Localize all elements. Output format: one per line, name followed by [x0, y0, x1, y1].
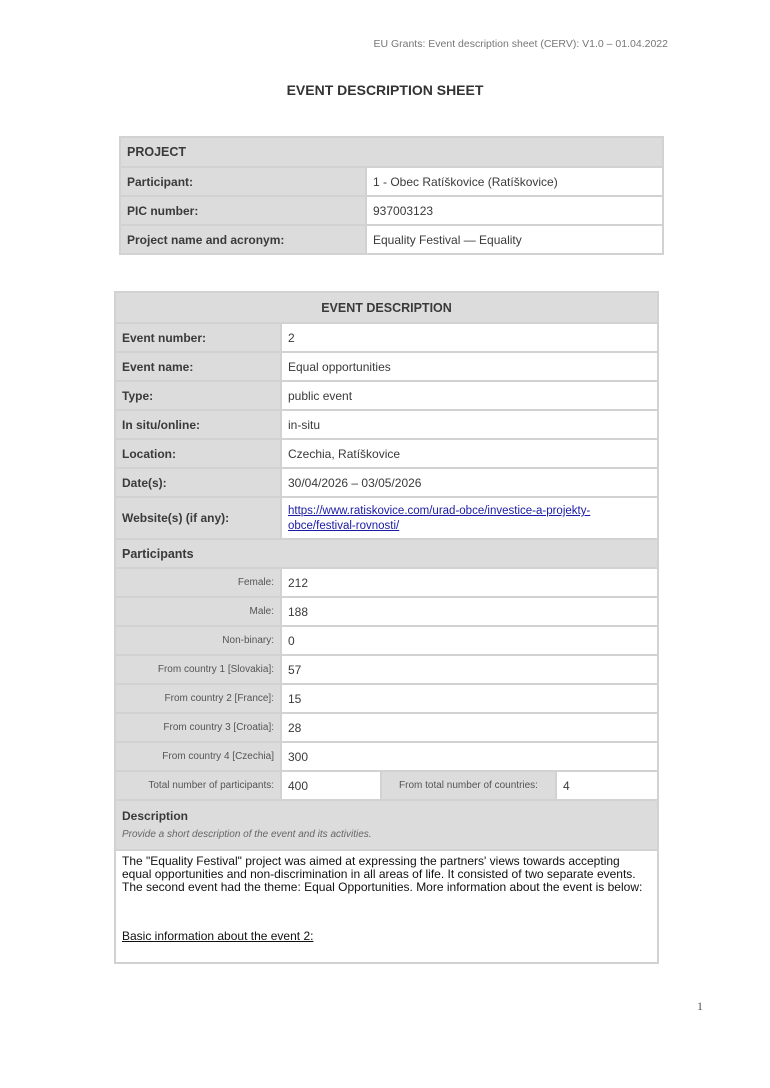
project-name-value: Equality Festival — Equality [366, 225, 663, 254]
table-row [120, 225, 663, 254]
country-4-label: From country 4 [Czechia] [115, 742, 281, 771]
description-header-row [115, 800, 658, 850]
table-row [120, 196, 663, 225]
non-binary-value: 0 [281, 626, 658, 655]
participants-heading: Participants [115, 539, 658, 568]
type-label: Type: [115, 381, 281, 410]
in-situ-online-value: in-situ [281, 410, 658, 439]
pic-number-value: 937003123 [366, 196, 663, 225]
event-description-heading: EVENT DESCRIPTION [115, 292, 658, 323]
type-value: public event [281, 381, 658, 410]
female-label: Female: [115, 568, 281, 597]
in-situ-online-label: In situ/online: [115, 410, 281, 439]
table-row [115, 568, 658, 597]
table-row [115, 352, 658, 381]
table-row [115, 381, 658, 410]
table-row [115, 323, 658, 352]
participants-header-row [115, 539, 658, 568]
country-1-label: From country 1 [Slovakia]: [115, 655, 281, 684]
project-table [119, 136, 664, 255]
table-row [115, 655, 658, 684]
country-2-value: 15 [281, 684, 658, 713]
location-value: Czechia, Ratíškovice [281, 439, 658, 468]
event-name-label: Event name: [115, 352, 281, 381]
country-3-label: From country 3 [Croatia]: [115, 713, 281, 742]
dates-value: 30/04/2026 – 03/05/2026 [281, 468, 658, 497]
country-4-value: 300 [281, 742, 658, 771]
country-1-value: 57 [281, 655, 658, 684]
dates-label: Date(s): [115, 468, 281, 497]
totals-row [115, 771, 658, 800]
total-countries-label: From total number of countries: [381, 771, 556, 800]
table-row [115, 468, 658, 497]
description-heading: Description [122, 809, 189, 823]
event-description-table [114, 291, 659, 964]
location-label: Location: [115, 439, 281, 468]
description-body [115, 850, 658, 963]
table-row [115, 626, 658, 655]
female-value: 212 [281, 568, 658, 597]
table-row [115, 410, 658, 439]
table-row [115, 597, 658, 626]
description-body-row [115, 850, 658, 963]
pic-number-label: PIC number: [120, 196, 366, 225]
website-cell [281, 497, 658, 539]
participant-label: Participant: [120, 167, 366, 196]
table-row [115, 439, 658, 468]
website-label: Website(s) (if any): [115, 497, 281, 539]
project-header-row [120, 137, 663, 167]
description-header [115, 800, 658, 850]
document-header-note: EU Grants: Event description sheet (CERV): V1.0 – 01.04.2022 [373, 38, 668, 50]
male-value: 188 [281, 597, 658, 626]
participant-value: 1 - Obec Ratíškovice (Ratíškovice) [366, 167, 663, 196]
table-row [115, 497, 658, 539]
event-name-value: Equal opportunities [281, 352, 658, 381]
table-row [115, 684, 658, 713]
table-row [115, 742, 658, 771]
description-hint: Provide a short description of the event and its activities. [122, 829, 372, 840]
event-number-label: Event number: [115, 323, 281, 352]
total-participants-label: Total number of participants: [115, 771, 281, 800]
document-title: EVENT DESCRIPTION SHEET [286, 82, 484, 98]
basic-info-heading: Basic information about the event 2: [122, 929, 314, 943]
page-number: 1 [697, 999, 703, 1013]
project-name-label: Project name and acronym: [120, 225, 366, 254]
website-link[interactable]: https://www.ratiskovice.com/urad-obce/investice-a-projekty-obce/festival-rovnosti/ [288, 505, 591, 532]
country-2-label: From country 2 [France]: [115, 684, 281, 713]
event-header-row [115, 292, 658, 323]
total-participants-value: 400 [281, 771, 381, 800]
non-binary-label: Non-binary: [115, 626, 281, 655]
male-label: Male: [115, 597, 281, 626]
country-3-value: 28 [281, 713, 658, 742]
table-row [115, 713, 658, 742]
event-number-value: 2 [281, 323, 658, 352]
project-heading: PROJECT [120, 137, 663, 167]
table-row [120, 167, 663, 196]
description-text: The "Equality Festival" project was aimed at expressing the partners' views towards accepting equal opportunities and non-discrimination in all areas of life. It consisted of two separate events. The second event had the theme: Equal Opportunities. More information about the event is below: [122, 854, 643, 894]
total-countries-value: 4 [556, 771, 658, 800]
